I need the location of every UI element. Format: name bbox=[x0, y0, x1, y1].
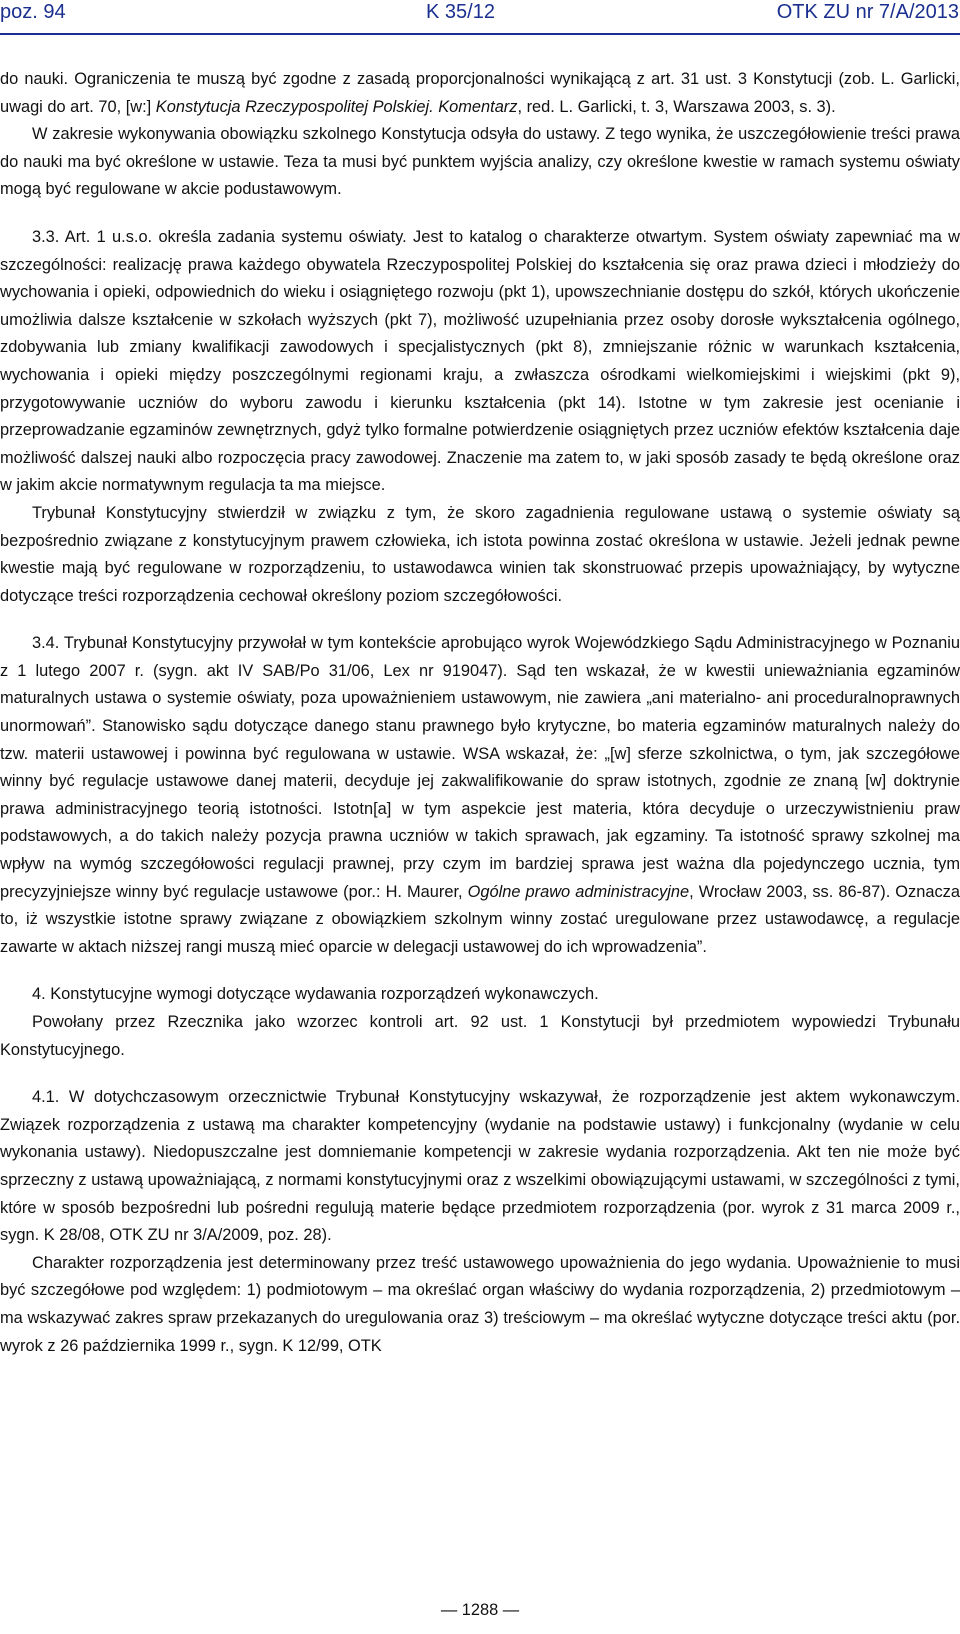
paragraph-regulation-character: Charakter rozporządzenia jest determinowany przez treść ustawowego upoważnienia do jego wydania. Upoważnienie to musi być szczegółowe pod względem: 1) podmiotowym – ma określać organ właściwy do wydania rozporządzenia, 2) przedmiotowym – ma wskazywać zakres spraw przekazanych do uregulowania oraz 3) treściowym – ma określać wytyczne dotyczące treści aktu (por. wyrok z 26 października 1999 r., sygn. K 12/99, OTK bbox=[0, 1253, 960, 1355]
header-position: poz. 94 bbox=[0, 1, 66, 23]
spacer bbox=[0, 610, 960, 630]
header-publication: OTK ZU nr 7/A/2013 bbox=[776, 1, 959, 23]
page-header bbox=[0, 0, 960, 40]
paragraph-citation: do nauki. Ograniczenia te muszą być zgodne z zasadą proporcjonalności wynikającą z art. 31 ust. 3 Konstytucji (zob. L. Garlicki, uwagi do art. 70, [w:] Konstytucja Rzeczypospolitej Polskiej. Komentarz, red. L. Garlicki, t. 3, Warszawa 2003, s. 3). bbox=[0, 70, 960, 116]
section-heading-4: 4. Konstytucyjne wymogi dotyczące wydawania rozporządzeń wykonawczych. bbox=[32, 985, 599, 1004]
paragraph-3-3: 3.3. Art. 1 u.s.o. określa zadania systemu oświaty. Jest to katalog o charakterze otwartym. System oświaty zapewniać ma w szczególności: realizację prawa każdego obywatela Rzeczypospolitej Polskiej do kształcenia się oraz prawa dzieci i młodzieży do wychowania i opieki, odpowiednich do wieku i osiągniętego rozwoju (pkt 1), upowszechnianie dostępu do szkół, których ukończenie umożliwia dalsze kształcenie w szkołach wyższych (pkt 7), możliwość uzupełniania przez osoby dorosłe wykształcenia ogólnego, zdobywania lub zmiany kwalifikacji zawodowych i specjalistycznych (pkt 8), zmniejszanie różnic w warunkach kształcenia, wychowania i opieki między poszczególnymi regionami kraju, a zwłaszcza ośrodkami wielkomiejskimi i wiejskimi (pkt 9), przygotowywanie uczniów do wyboru zawodu i kierunku kształcenia (pkt 14). Istotne w tym zakresie jest ocenianie i przeprowadzanie egzaminów zewnętrznych, gdyż tylko formalne potwierdzenie osiągniętych przez uczniów efektów kształcenia daje możliwość dalszej nauki albo rozpoczęcia pracy zawodowej. Znaczenie ma zatem to, w jaki sposób zasady te będą określone oraz w jakim akcie normatywnym regulacja ta ma miejsce. bbox=[0, 227, 960, 495]
citation-title: Konstytucja Rzeczypospolitej Polskiej. Komentarz bbox=[155, 97, 518, 116]
paragraph-3-4: 3.4. Trybunał Konstytucyjny przywołał w tym kontekście aprobująco wyrok Wojewódzkiego Sądu Administracyjnego w Poznaniu z 1 lutego 2007 r. (sygn. akt IV SAB/Po 31/06, Lex nr 919047). Sąd ten wskazał, że w kwestii unieważniania egzaminów maturalnych ustawa o systemie oświaty, poza upoważnieniem ustawowym, nie zawiera „ani materialno- ani proceduralnoprawnych unormowań”. Stanowisko sądu dotyczące danego stanu prawnego było krytyczne, bo materia egzaminów maturalnych należy do tzw. materii ustawowej i powinna być regulowana w ustawie. WSA wskazał, że: „[w] sferze szkolnictwa, o tym, jak szczegółowe winny być regulacje ustawowe danej materii, decyduje jej zakwalifikowanie do spraw istotnych, zgodnie ze znaną [w] doktrynie prawa administracyjnego teorią istotności. Istotn[a] w tym aspekcie jest materia, która decyduje o urzeczywistnieniu praw podstawowych, a do takich należy pozycja prawna uczniów w takich sprawach, jak egzaminy. Ta istotność sprawy szkolnej ma wpływ na wymóg szczegółowości regulacji prawnej, przy czym im bardziej sprawa jest ważna dla pojedynczego ucznia, tym precyzyjniejsze winny być regulacje ustawowe (por.: H. Maurer, Ogólne prawo administracyjne, Wrocław 2003, ss. 86-87). Oznacza to, iż wszystkie istotne sprawy związane z obowiązkiem szkolnym winny zostać uregulowane przez ustawodawcę, a regulacje zawarte w aktach niższej rangi muszą mieć oparcie w delegacji ustawowej do ich wprowadzenia”. bbox=[0, 634, 960, 956]
paragraph-tribunal-finding: Trybunał Konstytucyjny stwierdził w związku z tym, że skoro zagadnienia regulowane ustawą o systemie oświaty są bezpośrednio związane z konstytucyjnym prawem człowieka, ich istota powinna zostać określona w ustawie. Jeżeli jednak pewne kwestie mają być regulowane w rozporządzeniu, to ustawodawca winien tak skonstruować przepis upoważniający, by wytyczne dotyczące treści rozporządzenia cechował określony poziom szczegółowości. bbox=[0, 503, 960, 605]
page-number: — 1288 — bbox=[440, 1601, 520, 1619]
paragraph-statutory-reference: W zakresie wykonywania obowiązku szkolnego Konstytucja odsyła do ustawy. Z tego wynika, że uszczegółowienie treści prawa do nauki ma być określone w ustawie. Teza ta musi być punktem wyjścia analizy, czy określone kwestie w ramach systemu oświaty mogą być regulowane w akcie podustawowym. bbox=[0, 125, 960, 199]
spacer bbox=[0, 1064, 960, 1084]
citation-title: Ogólne prawo administracyjne bbox=[467, 882, 690, 901]
paragraph-pattern-of-review: Powołany przez Rzecznika jako wzorzec kontroli art. 92 ust. 1 Konstytucji był przedmiotem wypowiedzi Trybunału Konstytucyjnego. bbox=[0, 1013, 960, 1059]
spacer bbox=[0, 204, 960, 224]
paragraph-4-1: 4.1. W dotychczasowym orzecznictwie Trybunał Konstytucyjny wskazywał, że rozporządzenie jest aktem wykonawczym. Związek rozporządzenia z ustawą ma charakter kompetencyjny (wydanie na podstawie ustawy) i funkcjonalny (wydanie w celu wykonania ustawy). Niedopuszczalne jest domniemanie kompetencji w zakresie wydania rozporządzenia. Akt ten nie może być sprzeczny z ustawą upoważniającą, z normami konstytucyjnymi oraz z wszelkimi obowiązującymi ustawami, w szczególności z tymi, które w sposób bezpośredni lub pośredni regulują materie będące przedmiotem rozporządzenia (por. wyrok z 31 marca 2009 r., sygn. K 28/08, OTK ZU nr 3/A/2009, poz. 28). bbox=[0, 1088, 960, 1245]
spacer bbox=[0, 961, 960, 981]
document-body bbox=[0, 66, 960, 1360]
header-divider bbox=[0, 33, 960, 35]
header-case-signature: K 35/12 bbox=[426, 1, 495, 23]
